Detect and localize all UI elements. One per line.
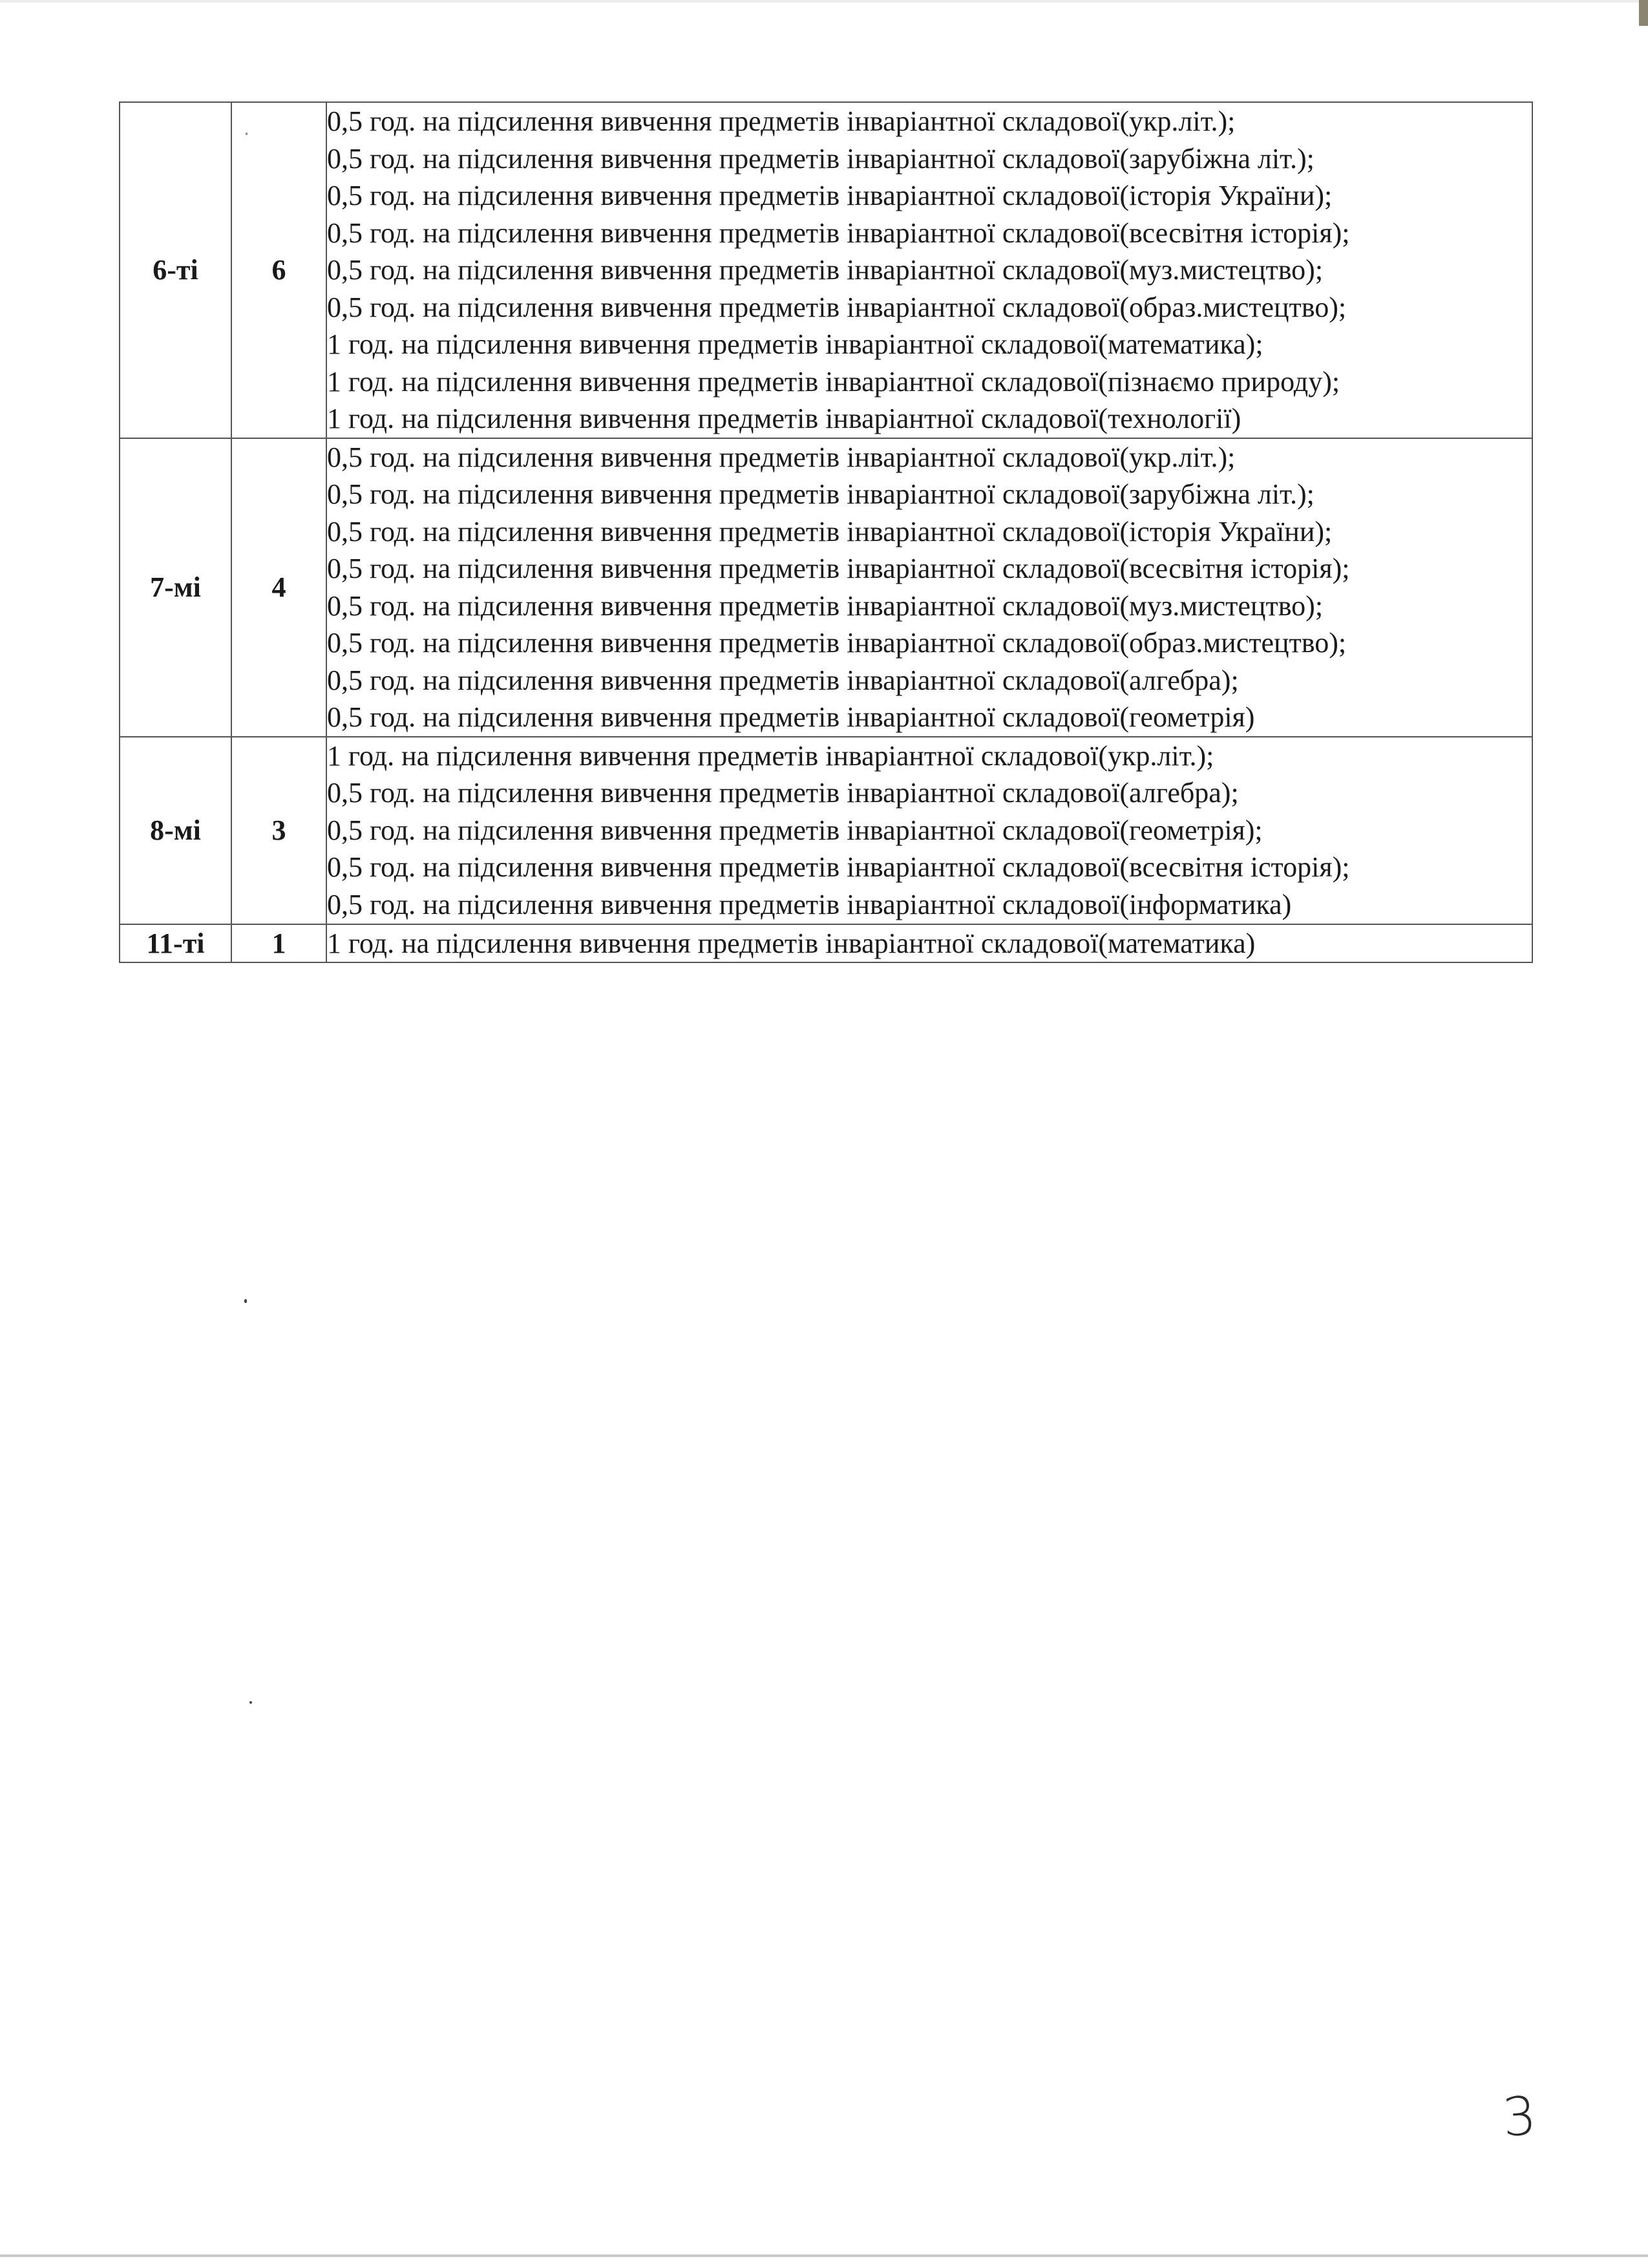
description-line: 0,5 год. на підсилення вивчення предметів інваріантної складової(зарубіжна літ.); <box>327 478 1315 510</box>
description-cell <box>326 924 1532 963</box>
hours-cell: 1 <box>231 924 326 963</box>
description-line: 0,5 год. на підсилення вивчення предметів інваріантної складової(укр.літ.); <box>327 105 1236 137</box>
hours-cell: 3 <box>231 737 326 924</box>
scan-speck <box>244 1299 247 1303</box>
table-row <box>120 737 1532 924</box>
table-row <box>120 102 1532 438</box>
scan-edge-right <box>1639 0 1648 26</box>
class-cell: 6-ті <box>120 102 231 438</box>
description-line: 0,5 год. на підсилення вивчення предметів інваріантної складової(зарубіжна літ.); <box>327 142 1315 175</box>
description-line: 0,5 год. на підсилення вивчення предметів інваріантної складової(алгебра); <box>327 664 1239 696</box>
description-line: 1 год. на підсилення вивчення предметів інваріантної складової(математика); <box>327 328 1263 360</box>
description-line: 0,5 год. на підсилення вивчення предметів інваріантної складової(всесвітня історія); <box>327 851 1350 884</box>
description-cell <box>326 438 1532 737</box>
description-line: 1 год. на підсилення вивчення предметів інваріантної складової(технології) <box>327 403 1241 434</box>
description-line: 0,5 год. на підсилення вивчення предметів інваріантної складової(всесвітня історія); <box>327 217 1350 249</box>
description-line: 0,5 год. на підсилення вивчення предметів інваріантної складової(геометрія); <box>327 814 1263 846</box>
description-line: 0,5 год. на підсилення вивчення предметів інваріантної складової(всесвітня історія); <box>327 553 1350 584</box>
description-line: 1 год. на підсилення вивчення предметів інваріантної складової(укр.літ.); <box>327 739 1214 772</box>
class-cell: 8-мі <box>120 737 231 924</box>
description-line: 0,5 год. на підсилення вивчення предметів інваріантної складової(алгебра); <box>327 777 1239 809</box>
table-row <box>120 438 1532 737</box>
description-cell <box>326 737 1532 924</box>
curriculum-hours-table <box>119 101 1533 963</box>
description-line: 0,5 год. на підсилення вивчення предметів інваріантної складової(образ.мистецтво); <box>327 291 1347 323</box>
class-cell: 11-ті <box>120 924 231 963</box>
scan-edge-top <box>0 0 1648 3</box>
description-line: 0,5 год. на підсилення вивчення предметів інваріантної складової(історія України); <box>327 180 1333 211</box>
hours-cell: 6 <box>231 102 326 438</box>
description-line: 0,5 год. на підсилення вивчення предметів інваріантної складової(інформатика) <box>327 888 1292 920</box>
description-line: 0,5 год. на підсилення вивчення предметів інваріантної складової(укр.літ.); <box>327 441 1236 473</box>
page-number: 3 <box>1500 2085 1539 2149</box>
description-line: 1 год. на підсилення вивчення предметів інваріантної складової(математика) <box>327 927 1256 959</box>
description-line: 1 год. на підсилення вивчення предметів інваріантної складової(пізнаємо природу); <box>327 365 1340 397</box>
description-line: 0,5 год. на підсилення вивчення предметів інваріантної складової(муз.мистецтво); <box>327 254 1324 286</box>
description-cell <box>326 102 1532 438</box>
hours-cell: 4 <box>231 438 326 737</box>
scan-speck <box>246 132 248 135</box>
description-line: 0,5 год. на підсилення вивчення предметів інваріантної складової(образ.мистецтво); <box>327 627 1347 659</box>
description-line: 0,5 год. на підсилення вивчення предметів інваріантної складової(геометрія) <box>327 701 1255 733</box>
description-line: 0,5 год. на підсилення вивчення предметів інваріантної складової(муз.мистецтво); <box>327 589 1324 622</box>
class-cell: 7-мі <box>120 438 231 737</box>
scan-edge-bottom <box>0 2254 1648 2257</box>
description-line: 0,5 год. на підсилення вивчення предметів інваріантної складової(історія України); <box>327 515 1333 547</box>
scan-speck <box>249 1701 252 1704</box>
table-row <box>120 924 1532 963</box>
